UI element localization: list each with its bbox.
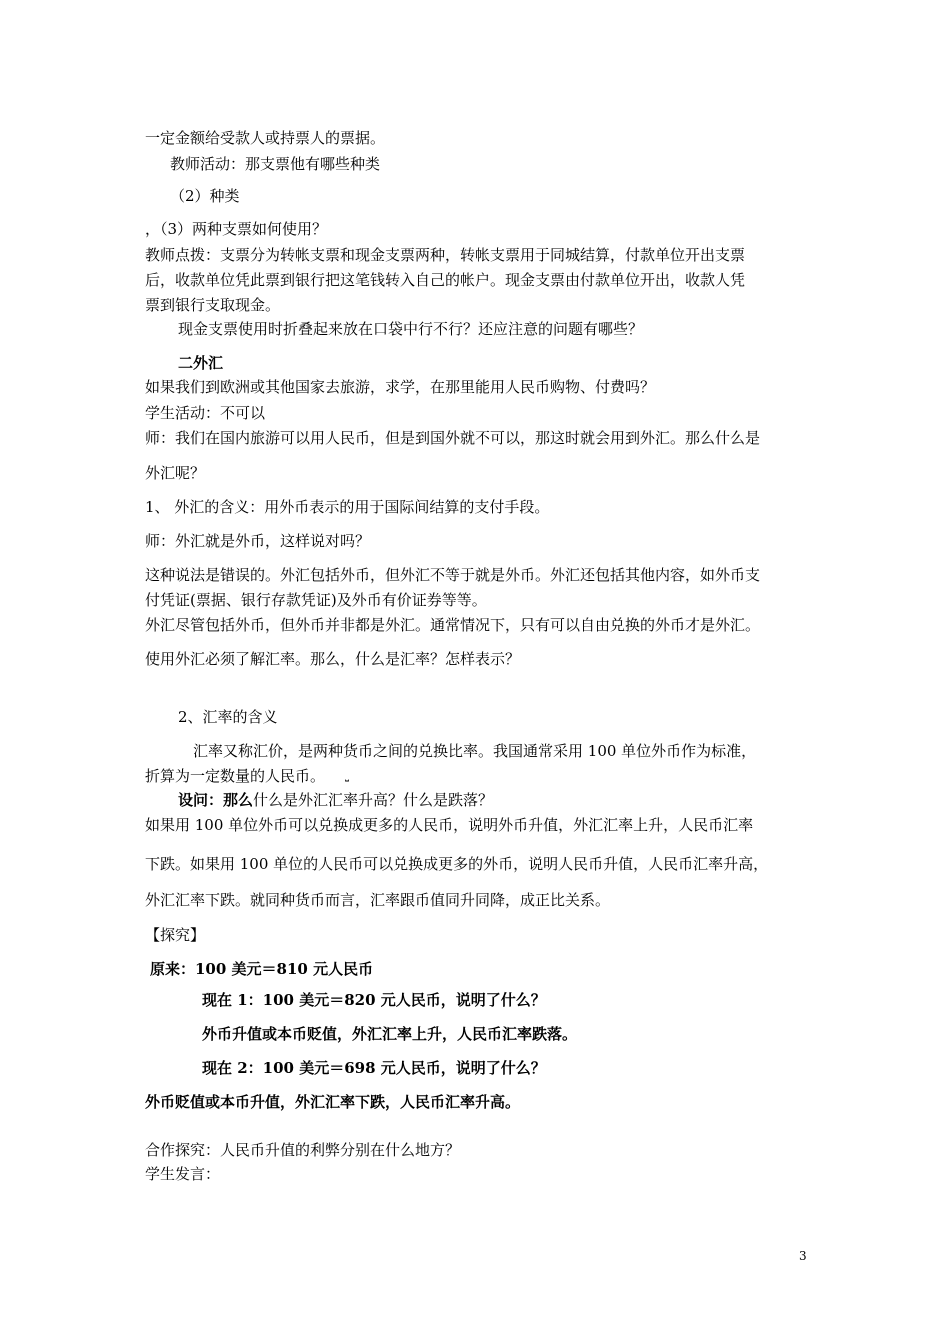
question-label: 设问：: [178, 791, 224, 809]
text-line: （2）种类: [170, 187, 240, 205]
text-line: 使用外汇必须了解汇率。那么，什么是汇率？怎样表示？: [145, 650, 521, 668]
example-line: 现在 2：100 美元＝698 元人民币，说明了什么？: [202, 1059, 546, 1077]
text-line: 如果我们到欧洲或其他国家去旅游，求学，在那里能用人民币购物、付费吗？: [145, 378, 656, 396]
section-heading: 二外汇: [178, 354, 224, 372]
text-line: 一定金额给受款人或持票人的票据。: [145, 129, 386, 147]
text-line: 票到银行支取现金。: [145, 296, 281, 314]
text-line: 后，收款单位凭此票到银行把这笔钱转入自己的帐户。现金支票由付款单位开出，收款人凭: [145, 271, 746, 289]
question-emphasis: 那么: [223, 791, 254, 809]
text-line: 这种说法是错误的。外汇包括外币，但外汇不等于就是外币。外汇还包括其他内容，如外币支: [145, 566, 761, 584]
text-line: 师：外汇就是外币，这样说对吗？: [145, 532, 371, 550]
question-text: 什么是外汇汇率升高？什么是跌落？: [253, 791, 494, 809]
text-line: 外汇呢？: [145, 464, 206, 482]
example-answer: 外币贬值或本币升值，外汇汇率下跌，人民币汇率升高。: [145, 1093, 521, 1111]
text-line: 付凭证(票据、银行存款凭证)及外币有价证券等等。: [145, 591, 487, 609]
text-line: 汇率又称汇价，是两种货币之间的兑换比率。我国通常采用 100 单位外币作为标准，: [193, 742, 757, 760]
edit-mark-icon: ⎵: [345, 771, 349, 782]
example-line: 原来：100 美元＝810 元人民币: [150, 960, 374, 978]
text-line: 1、 外汇的含义：用外币表示的用于国际间结算的支付手段。: [145, 498, 550, 516]
text-line: 学生活动：不可以: [145, 404, 266, 422]
text-line: 如果用 100 单位外币可以兑换成更多的人民币，说明外币升值，外汇汇率上升，人民币汇率: [145, 816, 754, 834]
text-line: 学生发言：: [145, 1165, 221, 1183]
text-line: 现金支票使用时折叠起来放在口袋中行不行？还应注意的问题有哪些？: [178, 320, 644, 338]
text-line: ，（3）两种支票如何使用？: [145, 220, 328, 238]
text-line: 外汇汇率下跌。就同种货币而言，汇率跟币值同升同降，成正比关系。: [145, 891, 611, 909]
text-line: 外汇尽管包括外币，但外币并非都是外汇。通常情况下，只有可以自由兑换的外币才是外汇。: [145, 616, 761, 634]
text-line: 师：我们在国内旅游可以用人民币，但是到国外就不可以，那这时就会用到外汇。那么什么是: [145, 429, 761, 447]
text-line: 教师点拨：支票分为转帐支票和现金支票两种，转帐支票用于同城结算，付款单位开出支票: [145, 246, 746, 264]
text-line: 2、汇率的含义: [178, 708, 278, 726]
page-number: 3: [799, 1249, 807, 1263]
example-line: 现在 1：100 美元＝820 元人民币，说明了什么？: [202, 991, 546, 1009]
example-answer: 外币升值或本币贬值，外汇汇率上升，人民币汇率跌落。: [202, 1025, 578, 1043]
question-line: [178, 790, 493, 810]
text-line: 合作探究：人民币升值的利弊分别在什么地方？: [145, 1141, 461, 1159]
text-line: 折算为一定数量的人民币。: [145, 767, 326, 785]
text-line: 下跌。如果用 100 单位的人民币可以兑换成更多的外币，说明人民币升值，人民币汇率升高，: [145, 855, 769, 873]
section-label: 【探究】: [145, 926, 206, 944]
text-line: 教师活动：那支票他有哪些种类: [170, 155, 381, 173]
